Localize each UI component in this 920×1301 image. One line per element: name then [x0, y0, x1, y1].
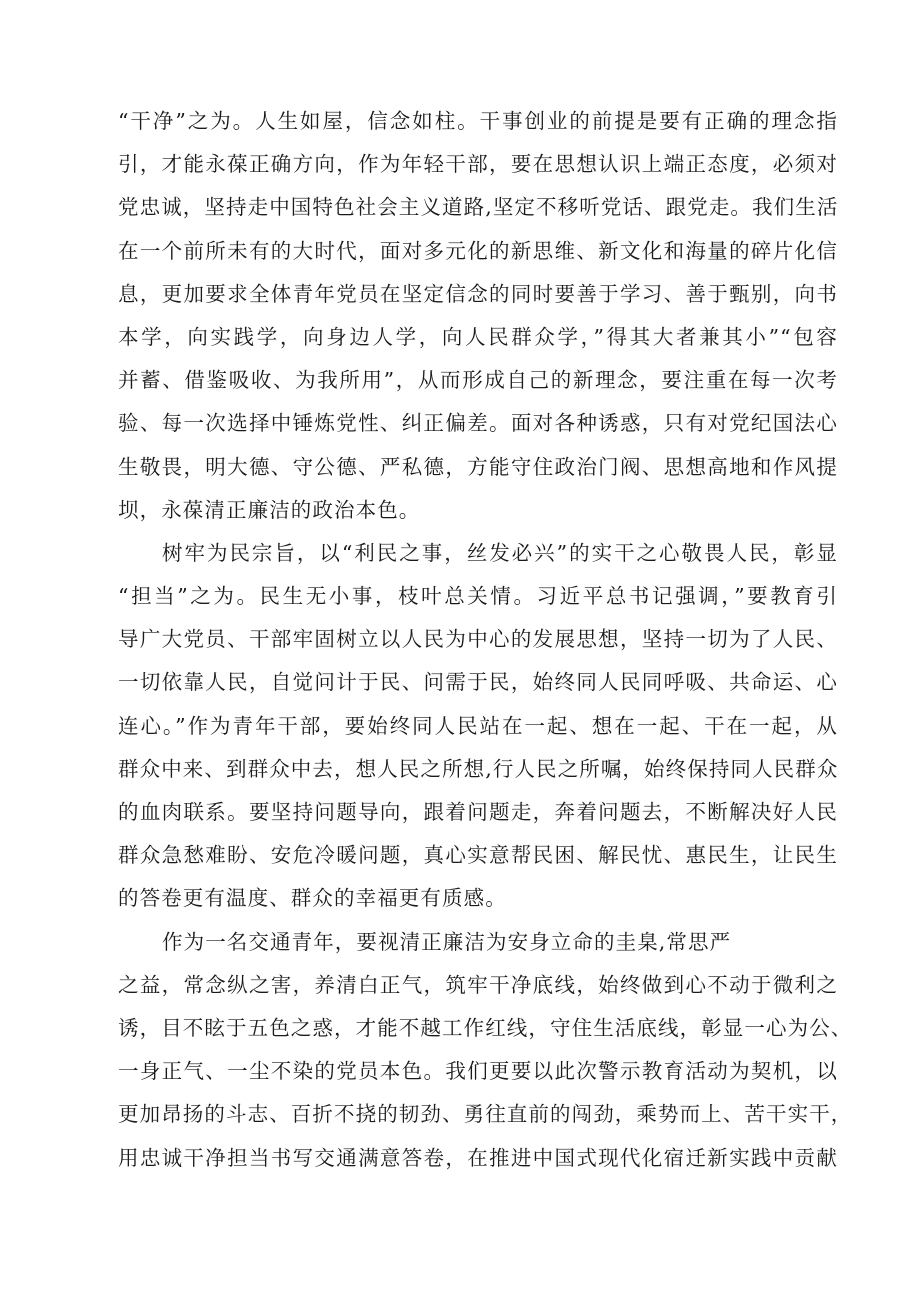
text-line: 群众急愁难盼、安危冷暖问题，真心实意帮民困、解民忧、惠民生，让民生 [118, 843, 838, 868]
text-line: 一切依靠人民，自觉问计于民、问需于民，始终同人民同呼吸、共命运、心 [118, 670, 838, 695]
text-line: 验、每一次选择中锤炼党性、纠正偏差。面对各种诱惑，只有对党纪国法心 [118, 411, 838, 436]
body-text [118, 100, 853, 1180]
text-line: 息，更加要求全体青年党员在坚定信念的同时要善于学习、善于甄别，向书 [118, 281, 838, 306]
text-line: 坝，永葆清正廉洁的政治本色。 [118, 497, 421, 522]
text-line: 导广大党员、干部牢固树立以人民为中心的发展思想，坚持一切为了人民、 [118, 627, 838, 652]
text-line: 之益，常念纵之害，养清白正气，筑牢干净底线，始终做到心不动于微利之 [118, 972, 838, 997]
text-line: 并蓄、借鉴吸收、为我所用”，从而形成自己的新理念，要注重在每一次考 [118, 368, 838, 393]
text-line: 的血肉联系。要坚持问题导向，跟着问题走，奔着问题去，不断解决好人民 [118, 800, 838, 824]
text-line: “干净”之为。人生如屋，信念如柱。干事创业的前提是要有正确的理念指 [118, 109, 838, 133]
text-line: 一身正气、一尘不染的党员本色。我们更要以此次警示教育活动为契机，以 [118, 1059, 838, 1084]
text-line: 党忠诚，坚持走中国特色社会主义道路,坚定不移听党话、跟党走。我们生活 [118, 195, 839, 220]
text-line: 连心。”作为青年干部，要始终同人民站在一起、想在一起、干在一起，从 [118, 713, 838, 738]
text-line: 在一个前所未有的大时代，面对多元化的新思维、新文化和海量的碎片化信 [118, 238, 838, 263]
text-line: “担当”之为。民生无小事，枝叶总关情。习近平总书记强调，”要教育引 [118, 584, 838, 609]
text-line: 引，才能永葆正确方向，作为年轻干部，要在思想认识上端正态度，必须对 [118, 152, 838, 177]
text-line: 诱，目不眩于五色之惑，才能不越工作红线，守住生活底线，彰显一心为公、 [118, 1015, 853, 1040]
text-line: 的答卷更有温度、群众的幸福更有质感。 [118, 886, 507, 911]
text-line: 本学，向实践学，向身边人学，向人民群众学，”得其大者兼其小”“包容 [118, 324, 838, 349]
text-line: 群众中来、到群众中去，想人民之所想,行人民之所嘱，始终保持同人民群众 [118, 756, 839, 781]
text-line: 更加昂扬的斗志、百折不挠的韧劲、勇往直前的闯劲，乘势而上、苦干实干， [118, 1102, 853, 1127]
text-line: 生敬畏，明大德、守公德、严私德，方能守住政治门阀、思想高地和作风提 [118, 454, 838, 479]
text-line: 用忠诚干净担当书写交通满意答卷，在推进中国式现代化宿迁新实践中贡献 [118, 1145, 838, 1170]
paragraph-first-line: 树牢为民宗旨，以“利民之事，丝发必兴”的实干之心敬畏人民，彰显 [162, 540, 838, 565]
paragraph-first-line: 作为一名交通青年，要视清正廉洁为安身立命的圭臬,常思严 [162, 929, 732, 954]
